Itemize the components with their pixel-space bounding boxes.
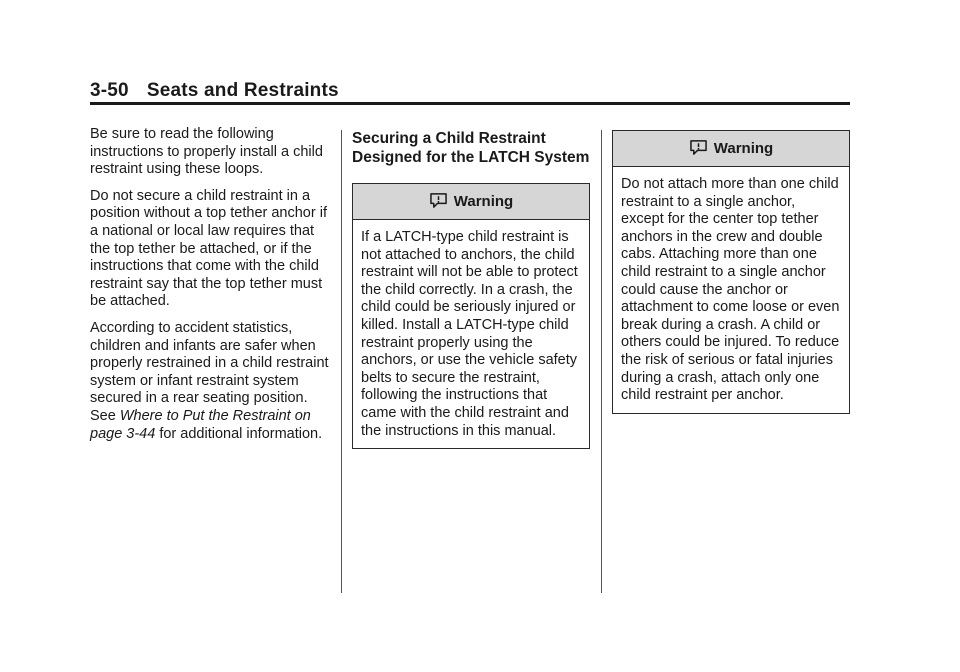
cross-reference-link[interactable]: Where to Put the Restraint on page 3-44 bbox=[90, 407, 311, 442]
column-divider-1 bbox=[341, 130, 342, 593]
paragraph-1: Be sure to read the following instructions to properly install a child restraint using these loops. bbox=[90, 126, 323, 178]
warning-label: Warning bbox=[453, 192, 514, 210]
page-number: 3-50 bbox=[90, 80, 129, 101]
section-title: Seats and Restraints bbox=[146, 80, 339, 101]
column-2 bbox=[352, 130, 592, 449]
warning-text: Do not attach more than one child restraint to a single anchor, except for the center top tether anchors in the crew and double cabs. Attaching more than one child restraint to a single anchor could cause the anchor or attachment to come loose or even break during a crash. A child or others could be injured. To reduce the risk of serious or fatal injuries during a crash, attach only one child restraint per anchor. bbox=[621, 176, 840, 404]
header-rule bbox=[90, 102, 850, 105]
warning-header bbox=[353, 184, 589, 220]
warning-box-anchor bbox=[612, 130, 850, 414]
subsection-title: Securing a Child Restraint Designed for the LATCH System bbox=[352, 130, 590, 166]
column-3 bbox=[612, 130, 852, 414]
warning-icon bbox=[689, 139, 708, 156]
column-divider-2 bbox=[601, 130, 602, 593]
paragraph-3 bbox=[90, 320, 336, 443]
warning-box-latch bbox=[352, 183, 590, 449]
column-1 bbox=[90, 126, 336, 452]
page-header bbox=[90, 80, 339, 102]
warning-label: Warning bbox=[713, 139, 774, 157]
paragraph-3-end: for additional information. bbox=[155, 425, 323, 442]
warning-icon bbox=[429, 192, 448, 209]
warning-text: If a LATCH-type child restraint is not attached to anchors, the child restraint will not be able to protect the child correctly. In a crash, the child could be seriously injured or killed. Install a LATCH-type child restraint properly using the anchors, or use the vehicle safety belts to secure the restraint, following the instructions that came with the child restraint and the instructions in this manual. bbox=[361, 229, 578, 439]
paragraph-3-start: According to accident statistics, children and infants are safer when properly restrained in a child restraint system or infant restraint system secured in a rear seating position. See bbox=[90, 319, 329, 424]
warning-header bbox=[613, 131, 849, 167]
paragraph-2: Do not secure a child restraint in a position without a top tether anchor if a national or local law requires that the top tether be attached, or if the instructions that come with the child restraint say that the top tether must be attached. bbox=[90, 187, 327, 310]
